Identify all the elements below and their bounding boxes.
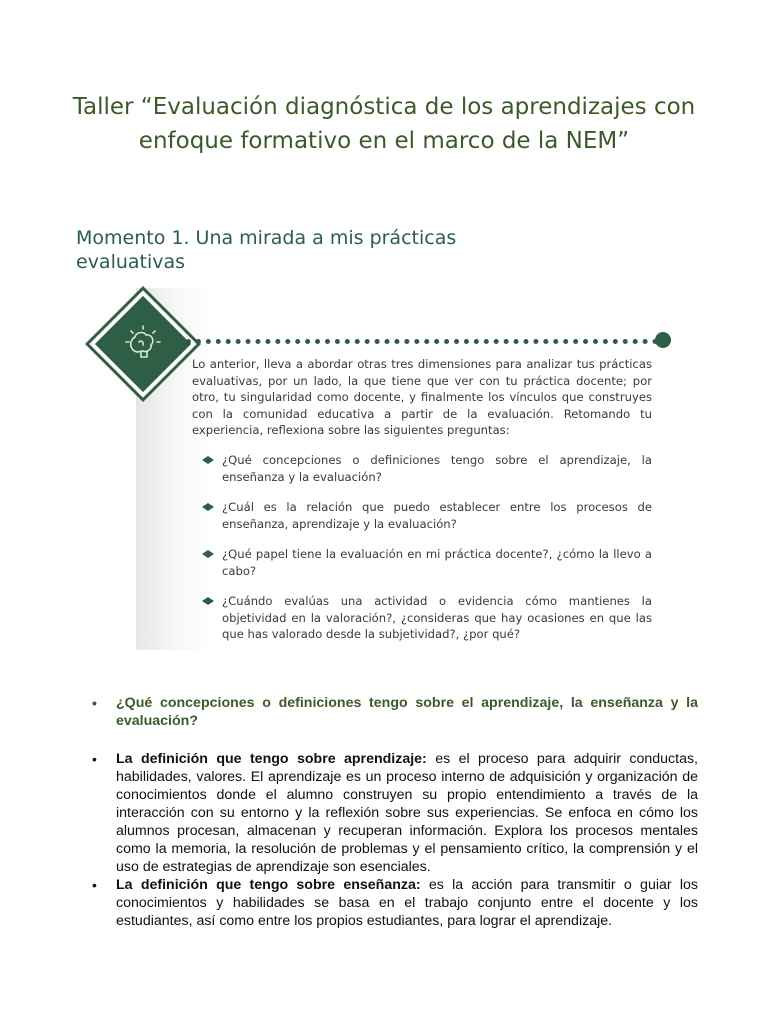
card-question-text: ¿Qué concepciones o definiciones tengo sobre el aprendizaje, la enseñanza y la evaluación? xyxy=(222,453,652,484)
question-heading: ¿Qué concepciones o definiciones tengo sobre el aprendizaje, la enseñanza y la evaluación? xyxy=(116,695,698,729)
answer-item-aprendizaje xyxy=(90,750,698,876)
answer-text: es el proceso para adquirir conductas, habilidades, valores. El aprendizaje es un proceso interno de adquisición y organización de conocimientos donde el alumno construyen su propio entendimiento a través de la interacción con su entorno y la reflexión sobre sus experiencias. Se enfoca en cómo los alumnos procesan, almacenan y recuperan información. Explora los procesos mentales como la memoria, la resolución de problemas y el pensamiento crítico, la comprensión y el uso de estrategias de aprendizaje son esenciales. xyxy=(116,751,698,875)
card-question-item xyxy=(204,499,652,532)
answer-label: La definición que tengo sobre aprendizaje: xyxy=(116,751,427,767)
diamond-bullet-icon xyxy=(202,455,214,465)
card-intro-text: Lo anterior, lleva a abordar otras tres dimensiones para analizar tus prácticas evaluativas, por un lado, la que tiene que ver con tu práctica docente; por otro, tu singularidad como docente, y finalmente los vínculos que construyes con la comunidad educativa a partir de la evaluación. Retomando tu experiencia, reflexiona sobre las siguientes preguntas: xyxy=(192,357,652,437)
answer-text: es la acción para transmitir o guiar los conocimientos y habilidades se basa en el trabajo conjunto entre el docente y los estudiantes, así como entre los propios estudiantes, para lograr el aprendizaje. xyxy=(116,877,698,929)
card-question-item xyxy=(204,546,652,579)
diamond-bullet-icon xyxy=(202,596,214,606)
card-question-item xyxy=(204,452,652,485)
connector-end-dot xyxy=(655,332,671,348)
title-line-1: Taller “Evaluación diagnóstica de los aprendizajes con xyxy=(72,94,696,120)
bullet-icon: • xyxy=(92,695,97,711)
answer-item-ensenanza xyxy=(90,876,698,930)
card-question-item xyxy=(204,593,652,643)
title-line-2: enfoque formativo en el marco de la NEM” xyxy=(138,128,630,154)
diamond-bullet-icon xyxy=(202,549,214,559)
document-title xyxy=(60,90,708,158)
card-question-text: ¿Cuándo evalúas una actividad o evidencia cómo mantienes la objetividad en la valoración?, ¿consideras que hay ocasiones en que las que has valorado desde la subjetividad?, ¿por qué? xyxy=(222,594,652,641)
momento-heading: Momento 1. Una mirada a mis prácticas evaluativas xyxy=(76,227,457,272)
answers-section xyxy=(90,694,698,930)
bullet-icon: • xyxy=(92,877,97,893)
diamond-bullet-icon xyxy=(202,502,214,512)
dotted-connector xyxy=(186,339,658,344)
bullet-icon: • xyxy=(92,751,97,767)
card-question-text: ¿Qué papel tiene la evaluación en mi práctica docente?, ¿cómo la llevo a cabo? xyxy=(222,547,652,578)
answer-label: La definición que tengo sobre enseñanza: xyxy=(116,877,421,893)
question-heading-item xyxy=(90,694,698,730)
card-question-text: ¿Cuál es la relación que puedo establecer entre los procesos de enseñanza, aprendizaje y la evaluación? xyxy=(222,500,652,531)
brain-lightbulb-icon xyxy=(117,318,169,370)
